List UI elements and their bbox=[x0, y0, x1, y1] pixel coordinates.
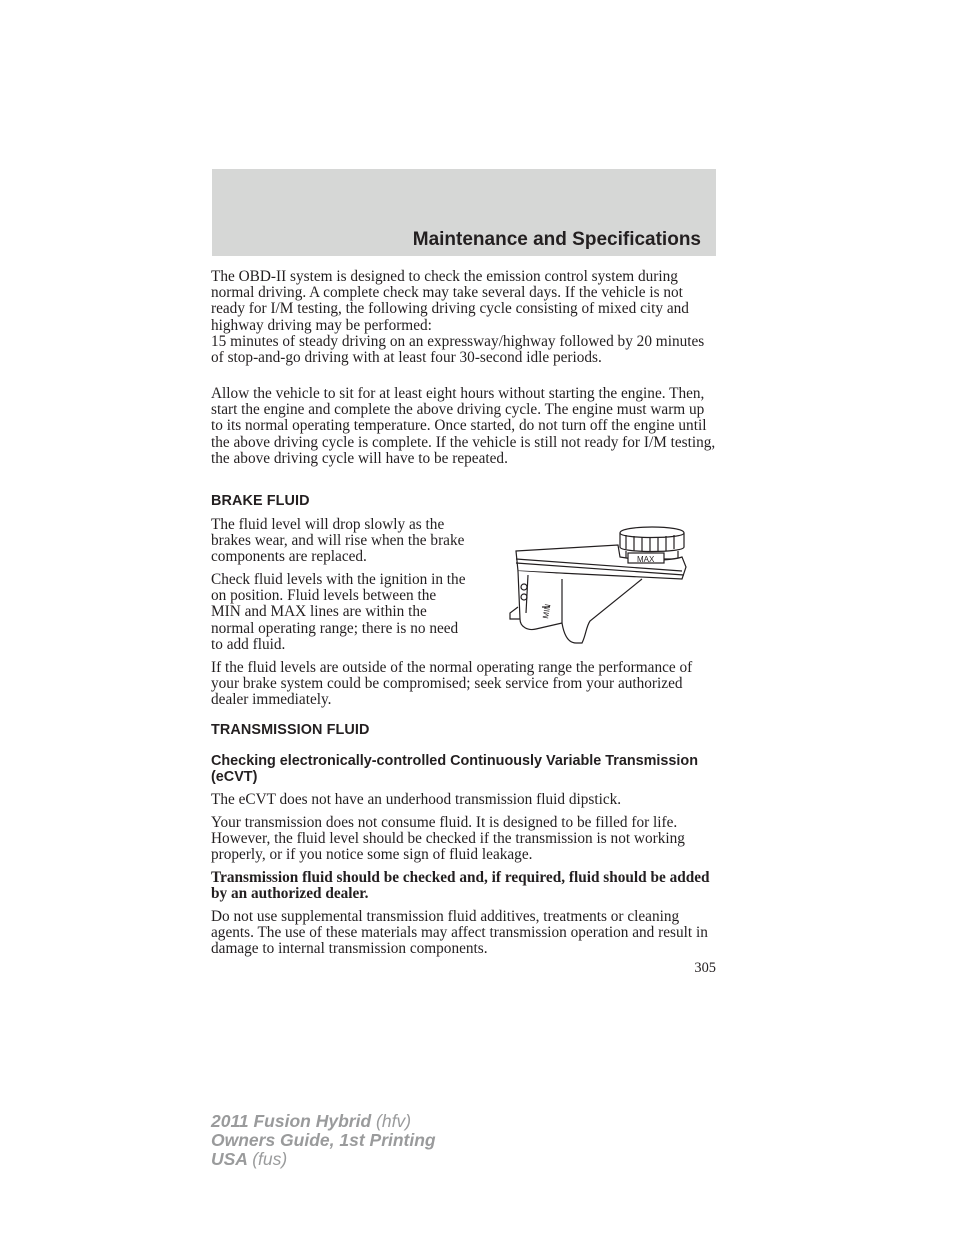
intro-paragraph-3: Allow the vehicle to sit for at least eight hours without starting the engine. Then, start the engine and complete the above driving cycle. The engine must warm up to its normal operating temperature. Once started, do not turn off the engine until the above driving cycle is complete. If the vehicle is still not ready for I/M testing, the above driving cycle will have to be repeated. bbox=[211, 385, 716, 467]
transmission-paragraph-1: The eCVT does not have an underhood transmission fluid dipstick. bbox=[211, 791, 622, 808]
footer-line-3 bbox=[211, 1150, 436, 1169]
footer-market-code: (fus) bbox=[252, 1149, 288, 1169]
min-line-label: MIN bbox=[541, 603, 553, 620]
footer-line-2 bbox=[211, 1131, 436, 1150]
footer-guide-edition: Owners Guide, 1st Printing bbox=[211, 1130, 436, 1150]
footer-model: 2011 Fusion Hybrid bbox=[211, 1111, 372, 1131]
brake-fluid-heading: BRAKE FLUID bbox=[211, 493, 310, 509]
transmission-warning-paragraph: Transmission fluid should be checked and, if required, fluid should be added by an authorized dealer. bbox=[211, 869, 710, 903]
brake-fluid-paragraph-3 bbox=[211, 660, 716, 709]
brake-fluid-paragraph-3-text: If the fluid levels are outside of the normal operating range the performance of your brake system could be compromised; seek service from your authorized dealer immediately. bbox=[211, 659, 693, 709]
document-footer bbox=[211, 1112, 436, 1169]
footer-line-1 bbox=[211, 1112, 436, 1131]
intro-paragraph-1: The OBD-II system is designed to check the emission control system during normal driving. A complete check may take several days. If the vehicle is not ready for I/M testing, the following driving cycle consisting of mixed city and highway driving may be performed: bbox=[211, 268, 689, 334]
section-header-band bbox=[212, 169, 716, 256]
footer-market: USA bbox=[211, 1149, 248, 1169]
transmission-fluid-heading: TRANSMISSION FLUID bbox=[211, 722, 370, 738]
brake-fluid-reservoir-illustration bbox=[502, 523, 690, 649]
section-title: Maintenance and Specifications bbox=[412, 229, 701, 250]
max-line-label: MAX bbox=[637, 555, 655, 564]
brake-fluid-paragraph-2: Check fluid levels with the ignition in the on position. Fluid levels between the MIN and MAX lines are within the normal operating range; there is no need to add fluid. bbox=[211, 571, 466, 653]
footer-model-code: (hfv) bbox=[376, 1111, 412, 1131]
page-number: 305 bbox=[694, 960, 716, 976]
transmission-paragraph-4: Do not use supplemental transmission fluid additives, treatments or cleaning agents. The use of these materials may affect transmission operation and result in damage to internal transmission components. bbox=[211, 908, 708, 958]
brake-fluid-paragraph-1: The fluid level will drop slowly as the brakes wear, and will rise when the brake components are replaced. bbox=[211, 516, 465, 566]
transmission-paragraph-2: Your transmission does not consume fluid. It is designed to be filled for life. However, the fluid level should be checked if the transmission is not working properly, or if you notice some sign of fluid leakage. bbox=[211, 814, 685, 864]
ecvt-subheading: Checking electronically-controlled Continuously Variable Transmission (eCVT) bbox=[211, 753, 699, 785]
intro-paragraph-2: 15 minutes of steady driving on an expressway/highway followed by 20 minutes of stop-and-go driving with at least four 30-second idle periods. bbox=[211, 333, 705, 367]
